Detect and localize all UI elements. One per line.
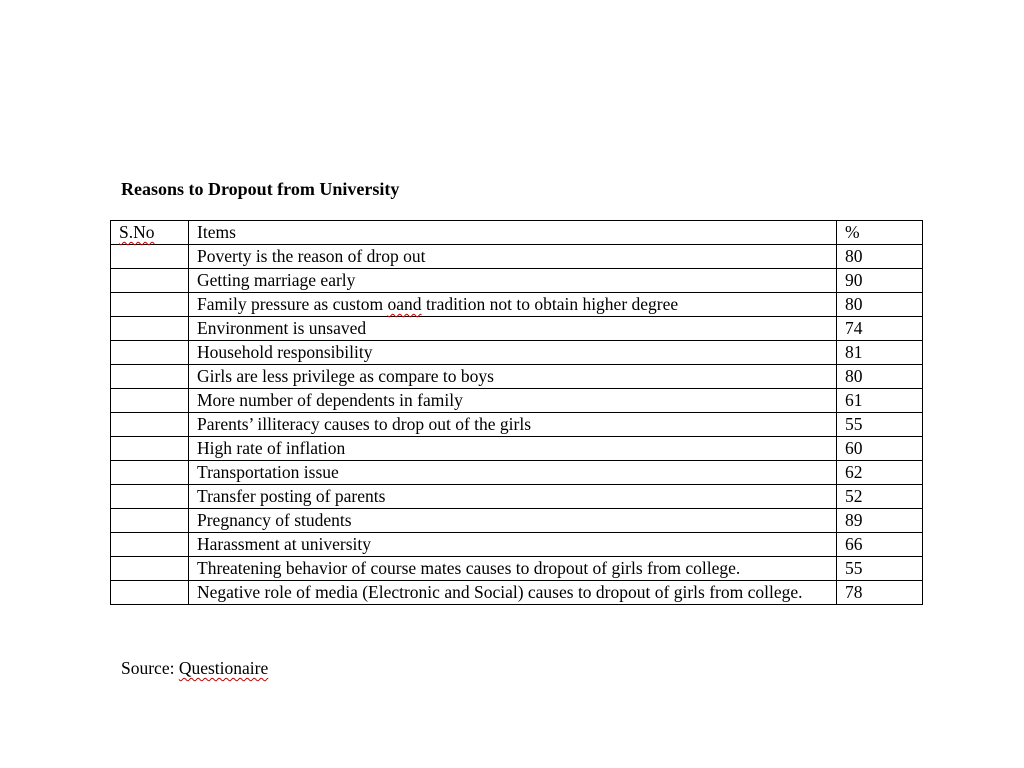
percent-cell: 61 <box>837 389 923 413</box>
percent-cell: 55 <box>837 413 923 437</box>
sno-cell <box>111 389 189 413</box>
dropout-reasons-table <box>110 220 923 605</box>
sno-cell <box>111 557 189 581</box>
table-row <box>111 269 923 293</box>
sno-cell <box>111 413 189 437</box>
table-row <box>111 461 923 485</box>
table-row <box>111 341 923 365</box>
sno-cell <box>111 437 189 461</box>
item-cell: More number of dependents in family <box>189 389 837 413</box>
table-header-row <box>111 221 923 245</box>
sno-cell <box>111 461 189 485</box>
item-cell: Threatening behavior of course mates causes to dropout of girls from college. <box>189 557 837 581</box>
table-row <box>111 317 923 341</box>
source-label: Source: <box>121 658 179 678</box>
table-row <box>111 485 923 509</box>
item-cell: Transfer posting of parents <box>189 485 837 509</box>
percent-cell: 80 <box>837 293 923 317</box>
table-row <box>111 293 923 317</box>
sno-cell <box>111 485 189 509</box>
item-cell: Household responsibility <box>189 341 837 365</box>
sno-cell <box>111 509 189 533</box>
item-cell: High rate of inflation <box>189 437 837 461</box>
percent-cell: 78 <box>837 581 923 605</box>
item-text-flagged: oand <box>387 294 422 314</box>
table-row <box>111 557 923 581</box>
percent-cell: 89 <box>837 509 923 533</box>
percent-cell: 52 <box>837 485 923 509</box>
sno-cell <box>111 245 189 269</box>
sno-cell <box>111 269 189 293</box>
item-cell: Parents’ illiteracy causes to drop out of the girls <box>189 413 837 437</box>
sno-cell <box>111 341 189 365</box>
percent-cell: 66 <box>837 533 923 557</box>
percent-cell: 90 <box>837 269 923 293</box>
item-cell: Poverty is the reason of drop out <box>189 245 837 269</box>
item-text-end: tradition not to obtain higher degree <box>421 294 679 314</box>
percent-cell: 80 <box>837 245 923 269</box>
table-row <box>111 437 923 461</box>
item-cell: Getting marriage early <box>189 269 837 293</box>
source-value: Questionaire <box>178 658 269 678</box>
header-sno <box>111 221 189 245</box>
percent-cell: 62 <box>837 461 923 485</box>
table-row <box>111 245 923 269</box>
header-percent: % <box>837 221 923 245</box>
sno-cell <box>111 581 189 605</box>
item-cell: Girls are less privilege as compare to boys <box>189 365 837 389</box>
item-cell: Harassment at university <box>189 533 837 557</box>
percent-cell: 74 <box>837 317 923 341</box>
table-row <box>111 389 923 413</box>
percent-cell: 80 <box>837 365 923 389</box>
sno-cell <box>111 317 189 341</box>
item-cell: Environment is unsaved <box>189 317 837 341</box>
table-row <box>111 413 923 437</box>
table-row <box>111 533 923 557</box>
item-cell: Pregnancy of students <box>189 509 837 533</box>
table-row <box>111 581 923 605</box>
header-sno-label: S.No <box>119 222 155 242</box>
item-cell: Negative role of media (Electronic and Social) causes to dropout of girls from college. <box>189 581 837 605</box>
header-items: Items <box>189 221 837 245</box>
percent-cell: 55 <box>837 557 923 581</box>
source-note <box>121 657 268 680</box>
sno-cell <box>111 293 189 317</box>
percent-cell: 81 <box>837 341 923 365</box>
page-title: Reasons to Dropout from University <box>121 179 400 199</box>
table-row <box>111 509 923 533</box>
item-cell <box>189 293 837 317</box>
table-row <box>111 365 923 389</box>
sno-cell <box>111 365 189 389</box>
item-text-start: Family pressure as custom <box>197 294 388 314</box>
item-cell: Transportation issue <box>189 461 837 485</box>
percent-cell: 60 <box>837 437 923 461</box>
sno-cell <box>111 533 189 557</box>
